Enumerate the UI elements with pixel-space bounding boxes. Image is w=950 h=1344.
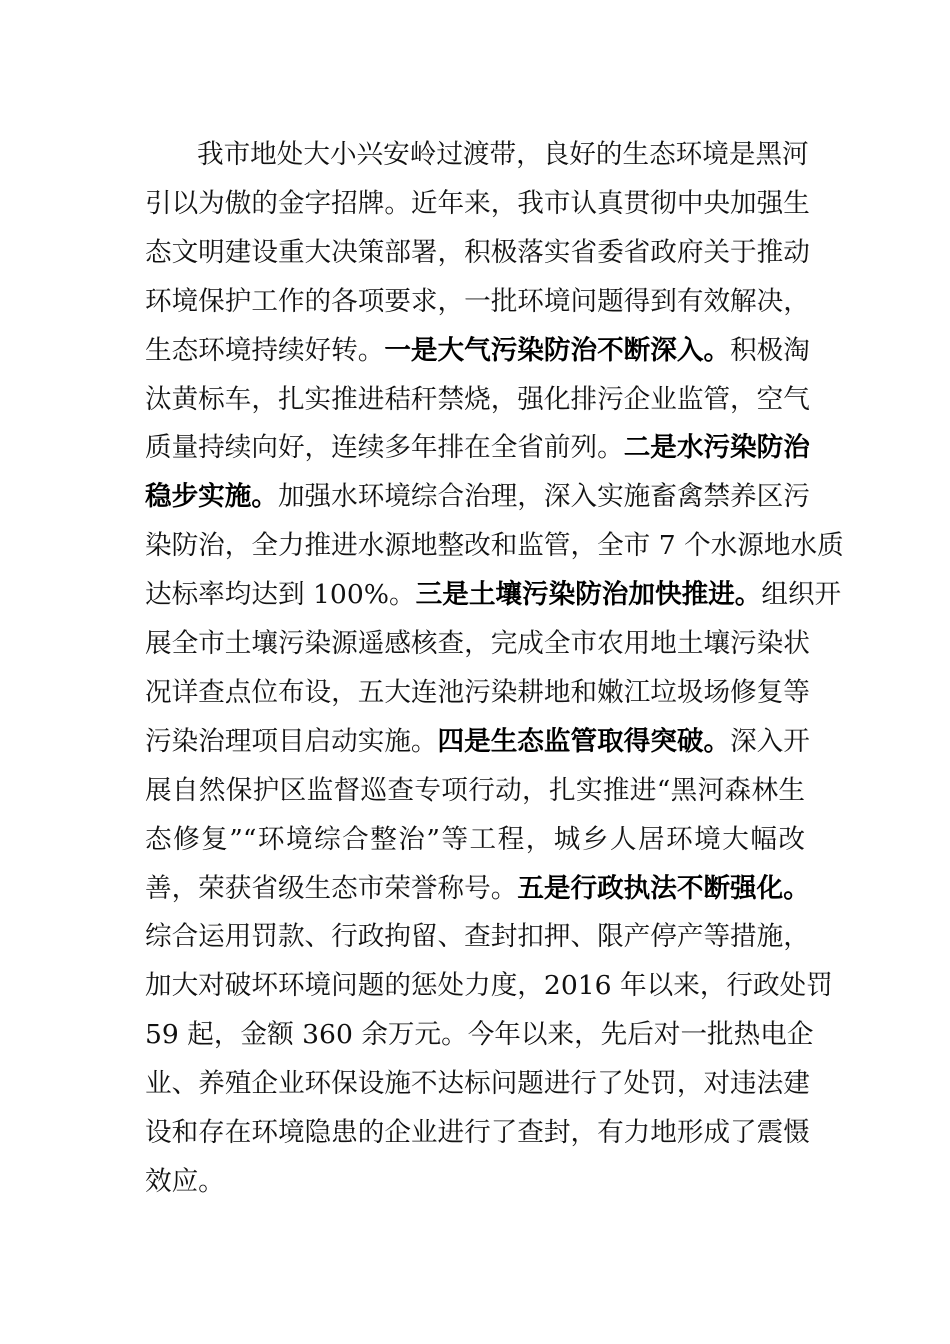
text-run: 加大对破坏环境问题的惩处力度，2016 年以来，行政处罚 [145,970,833,1002]
bold-heading-run: 稳步实施。 [145,481,278,513]
text-run: 业、养殖企业环保设施不达标问题进行了处罚，对违法建 [145,1068,810,1100]
text-line [145,822,805,858]
text-line [145,186,810,222]
text-line [145,724,810,760]
text-run: 综合运用罚款、行政拘留、查封扣押、限产停产等措施， [145,921,810,953]
text-run: 59 起，金额 360 余万元。今年以来，先后对一批热电企 [145,1019,814,1051]
bold-heading-run: 五是行政执法不断强化。 [517,872,810,904]
text-line [145,1017,814,1053]
text-line [145,528,844,564]
text-line [145,871,810,907]
text-run: 达标率均达到 100%。 [145,579,416,611]
text-line [145,577,842,613]
text-run: 况详查点位布设，五大连池污染耕地和嫩江垃圾场修复等 [145,676,810,708]
text-run: 染防治，全力推进水源地整改和监管，全市 7 个水源地水质 [145,530,844,562]
text-run: 质量持续向好，连续多年排在全省前列。 [145,432,624,464]
text-line [145,333,810,369]
text-run: 加强水环境综合治理，深入实施畜禽禁养区污 [277,481,810,513]
text-run: 效应。 [145,1165,225,1197]
text-run: 善，荣获省级生态市荣誉称号。 [145,872,518,904]
bold-heading-run: 四是生态监管取得突破。 [437,725,731,757]
text-run: 组织开 [761,579,842,611]
text-run: 设和存在环境隐患的企业进行了查封，有力地形成了震慑 [145,1117,810,1148]
text-line [145,430,810,466]
bold-heading-run: 二是水污染防治 [623,432,810,464]
text-run: 环境保护工作的各项要求，一批环境问题得到有效解决， [145,285,810,317]
text-run: 污染治理项目启动实施。 [145,725,438,757]
text-line [145,1164,805,1200]
text-run: 积极淘 [730,334,810,366]
text-run: 展全市土壤污染源遥感核查，完成全市农用地土壤污染状 [145,628,810,659]
text-line [145,1066,810,1102]
text-line [145,235,810,271]
text-line [145,968,833,1004]
text-run: 汰黄标车，扎实推进秸秆禁烧，强化排污企业监管，空气 [145,383,810,415]
text-line [145,675,810,711]
text-run: 态修复”“环境综合整治”等工程，城乡人居环境大幅改 [145,823,805,855]
text-line [145,284,810,320]
text-line [145,479,810,515]
text-line [145,626,810,662]
bold-heading-run: 三是土壤污染防治加快推进。 [415,579,762,611]
bold-heading-run: 一是大气污染防治不断深入。 [384,334,731,366]
text-run: 展自然保护区监督巡查专项行动，扎实推进“黑河森林生 [145,774,805,806]
text-run: 深入开 [730,725,810,757]
text-run: 态文明建设重大决策部署，积极落实省委省政府关于推动 [145,236,810,268]
text-line [145,382,810,418]
text-line [197,137,809,173]
text-line [145,919,810,955]
text-line [145,773,805,809]
text-run: 我市地处大小兴安岭过渡带，良好的生态环境是黑河 [197,139,809,170]
text-line [145,1115,810,1151]
text-run: 生态环境持续好转。 [145,334,385,366]
text-run: 引以为傲的金字招牌。近年来，我市认真贯彻中央加强生 [145,187,810,219]
